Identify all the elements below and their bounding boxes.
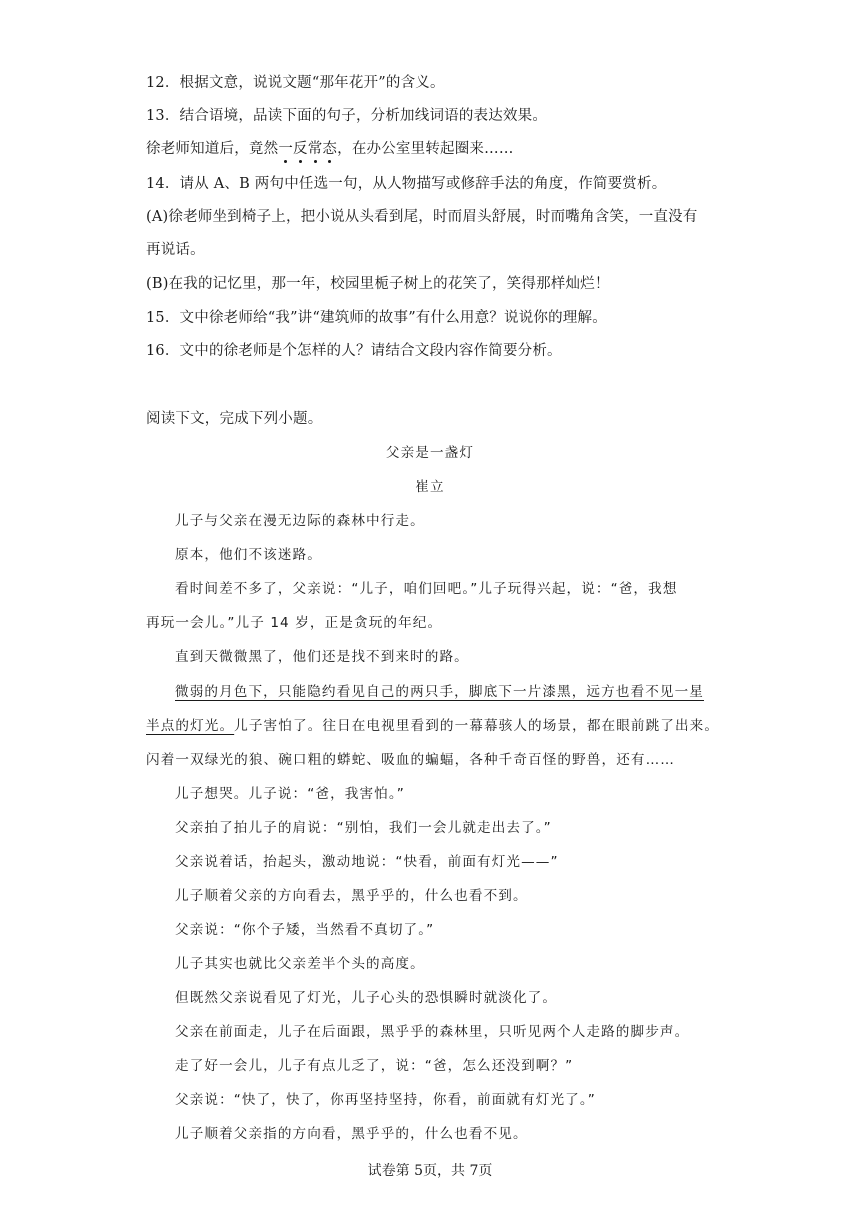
dotted-char: 一 xyxy=(278,141,294,157)
question-14-option-a: (A)徐老师坐到椅子上，把小说从头看到尾，时而眉头舒展，时而嘴角含笑，一直没有 xyxy=(146,209,698,225)
paragraph: 儿子顺着父亲指的方向看，黑乎乎的，什么也看不见。 xyxy=(175,1126,528,1142)
paragraph: 走了好一会儿，儿子有点儿乏了，说：“爸，怎么还没到啊？” xyxy=(175,1058,574,1074)
question-15: 15．文中徐老师给“我”讲“建筑师的故事”有什么用意？说说你的理解。 xyxy=(146,310,607,326)
dotted-char: 常 xyxy=(307,141,323,157)
paragraph: 看时间差不多了，父亲说：“儿子，咱们回吧。”儿子玩得兴起，说：“爸，我想 xyxy=(175,581,678,597)
paragraph-cont: 闪着一双绿光的狼、碗口粗的蟒蛇、吸血的蝙蝠，各种千奇百怪的野兽，还有…… xyxy=(146,752,675,768)
underlined-sentence-end: 半点的灯光。 xyxy=(146,718,235,734)
paragraph: 父亲说：“快了，快了，你再坚持坚持，你看，前面就有灯光了。” xyxy=(175,1092,596,1108)
reading-instruction: 阅读下文，完成下列小题。 xyxy=(146,411,323,427)
paragraph: 但既然父亲说看见了灯光，儿子心头的恐惧瞬时就淡化了。 xyxy=(175,990,558,1006)
paragraph: 父亲在前面走，儿子在后面跟，黑乎乎的森林里，只听见两个人走路的脚步声。 xyxy=(175,1024,690,1040)
question-14-option-b: (B)在我的记忆里，那一年，校园里栀子树上的花笑了，笑得那样灿烂！ xyxy=(146,276,610,292)
question-14: 14．请从 A、B 两句中任选一句，从人物描写或修辞手法的角度，作简要赏析。 xyxy=(146,176,667,192)
question-14-option-a-cont: 再说话。 xyxy=(146,242,205,258)
paragraph-cont xyxy=(146,716,719,736)
paragraph: 直到天微微黑了，他们还是找不到来时的路。 xyxy=(175,649,469,665)
question-12: 12．根据文意，说说文题“那年花开”的含义。 xyxy=(146,75,445,91)
paragraph: 父亲说：“你个子矮，当然看不真切了。” xyxy=(175,922,435,938)
question-13-sentence xyxy=(146,139,514,159)
paragraph: 原本，他们不该迷路。 xyxy=(175,547,322,563)
paragraph: 儿子顺着父亲的方向看去，黑乎乎的，什么也看不到。 xyxy=(175,888,528,904)
question-16: 16．文中的徐老师是个怎样的人？请结合文段内容作简要分析。 xyxy=(146,343,562,359)
article-title: 父亲是一盏灯 xyxy=(385,445,475,461)
paragraph: 父亲说着话，抬起头，激动地说：“快看，前面有灯光——” xyxy=(175,854,559,870)
dotted-char: 反 xyxy=(293,141,308,157)
sentence-before: 徐老师知道后，竟然 xyxy=(146,141,279,157)
paragraph-text: 儿子害怕了。往日在电视里看到的一幕幕骇人的场景，都在眼前跳了出来。 xyxy=(234,718,720,734)
question-13: 13．结合语境，品读下面的句子，分析加线词语的表达效果。 xyxy=(146,108,548,124)
paragraph-cont: 再玩一会儿。”儿子 14 岁，正是贪玩的年纪。 xyxy=(146,615,443,631)
paragraph: 儿子与父亲在漫无边际的森林中行走。 xyxy=(175,513,425,529)
page-footer: 试卷第 5页，共 7页 xyxy=(367,1163,493,1179)
article-author: 崔立 xyxy=(415,479,445,495)
sentence-after: ，在办公室里转起圈来…… xyxy=(337,141,514,157)
underlined-sentence: 微弱的月色下，只能隐约看见自己的两只手，脚底下一片漆黑，远方也看不见一星 xyxy=(175,684,704,700)
paragraph: 父亲拍了拍儿子的肩说：“别怕，我们一会儿就走出去了。” xyxy=(175,820,552,836)
dotted-char: 态 xyxy=(322,141,338,157)
paragraph: 儿子想哭。儿子说：“爸，我害怕。” xyxy=(175,786,405,802)
paragraph: 儿子其实也就比父亲差半个头的高度。 xyxy=(175,956,425,972)
